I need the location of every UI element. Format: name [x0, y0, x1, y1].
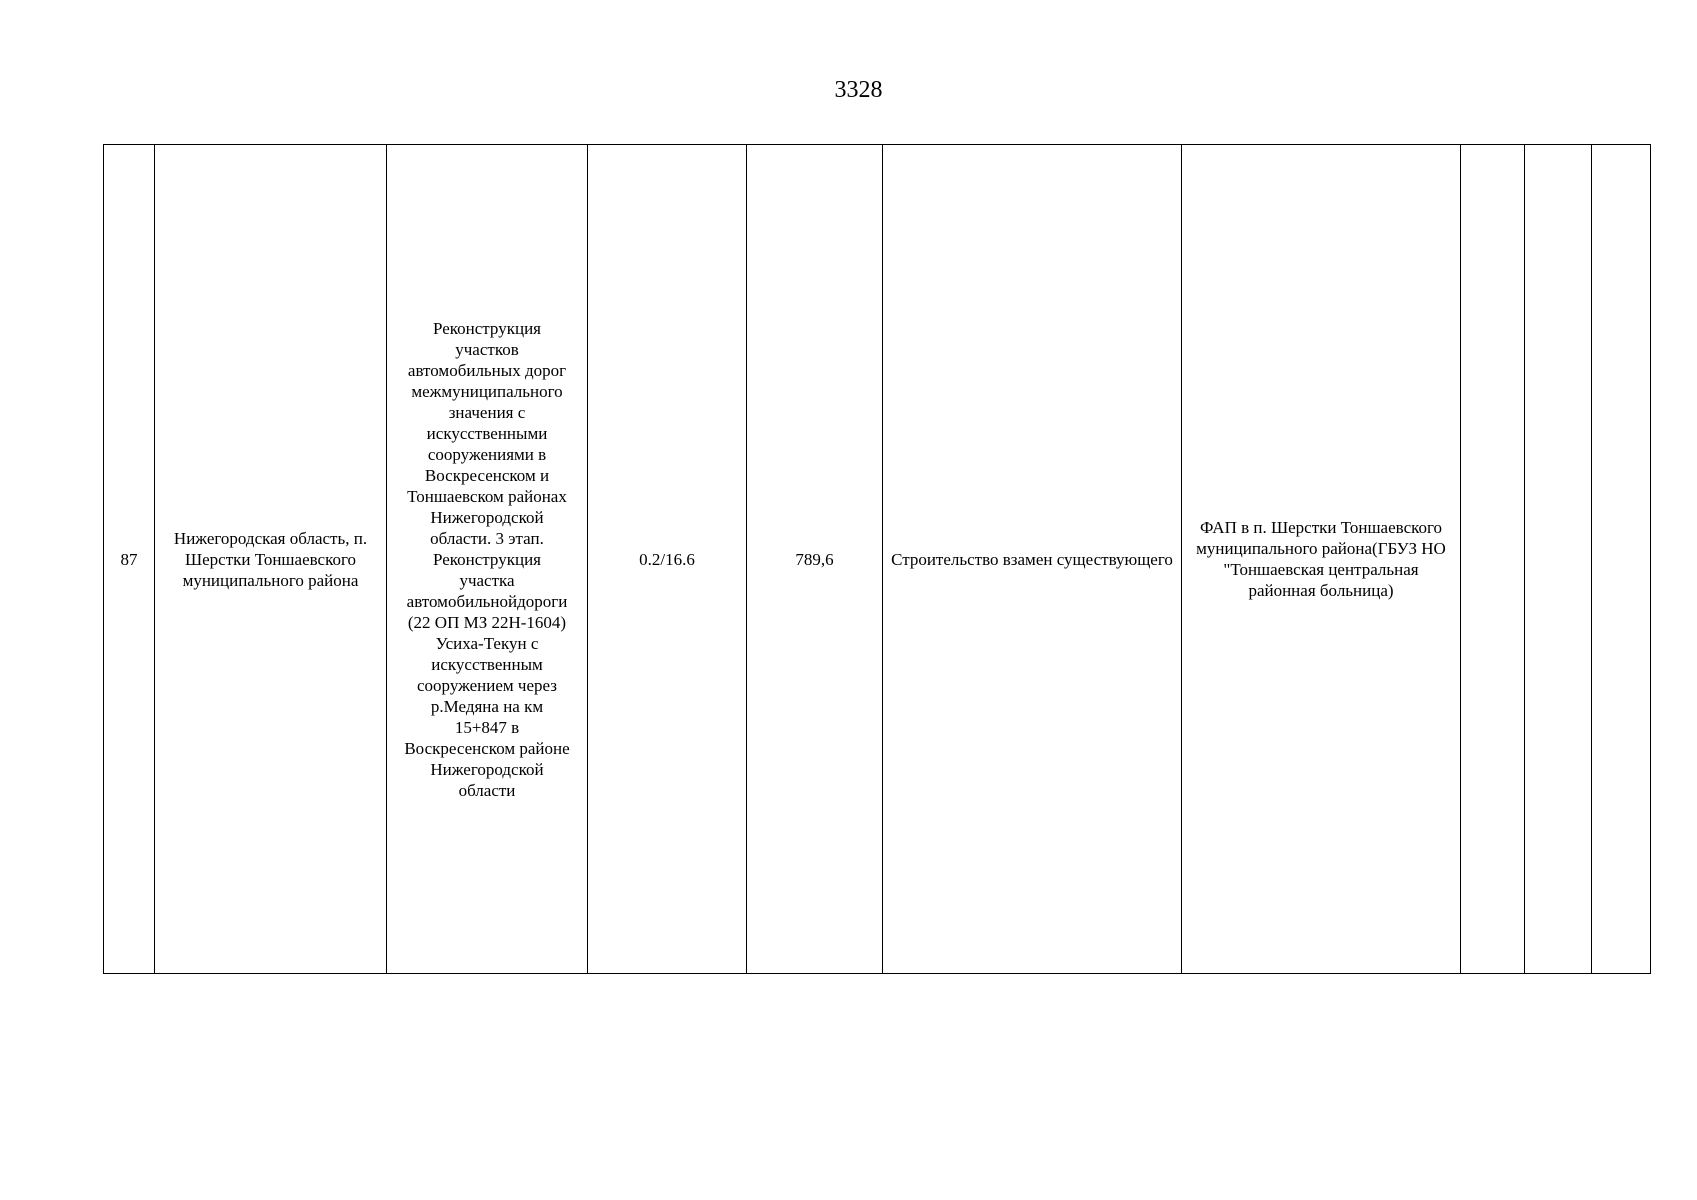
- object-line: искусственным: [431, 654, 543, 674]
- object-line: Реконструкция: [432, 549, 541, 569]
- cell-address: Нижегородская область, п. Шерстки Тоншаевского муниципального района: [155, 145, 387, 974]
- object-line: межмуниципального: [411, 381, 563, 401]
- object-line: сооружениями в: [427, 444, 547, 464]
- object-line: участков: [455, 339, 519, 359]
- cell-row-number: 87: [104, 145, 155, 974]
- object-line: Реконструкция: [432, 318, 541, 338]
- page-number-text: 3328: [834, 77, 883, 103]
- object-line: р.Медяна на км: [430, 696, 544, 716]
- object-line: искусственными: [426, 423, 548, 443]
- object-line: автомобильнойдороги: [406, 591, 568, 611]
- object-line: 15+847 в: [454, 717, 520, 737]
- object-line: области: [458, 780, 516, 800]
- object-line: сооружением через: [417, 675, 557, 695]
- object-line: Нижегородской: [430, 759, 544, 779]
- cell-object: [387, 145, 588, 974]
- object-line: Тоншаевском районах: [407, 486, 567, 506]
- cell-empty-10: [1592, 145, 1651, 974]
- object-line: Усиха-Текун с: [435, 633, 539, 653]
- cell-measure: Строительство взамен существующего: [883, 145, 1182, 974]
- object-line: Воскресенском районе: [404, 738, 570, 758]
- object-line: значения с: [448, 402, 526, 422]
- object-line: Воскресенском и: [424, 465, 550, 485]
- table-row: [104, 145, 1651, 974]
- object-line: области. 3 этап.: [430, 528, 544, 548]
- object-line: (22 ОП МЗ 22Н-1604): [407, 612, 567, 632]
- cell-facility: ФАП в п. Шерстки Тоншаевского муниципального района(ГБУЗ НО "Тоншаевская центральная районная больница): [1182, 145, 1461, 974]
- object-line: участка: [459, 570, 515, 590]
- cell-empty-9: [1525, 145, 1592, 974]
- page-number: [0, 75, 1697, 105]
- object-line: автомобильных дорог: [407, 360, 567, 380]
- cell-value: 789,6: [747, 145, 883, 974]
- cell-empty-8: [1461, 145, 1525, 974]
- object-line: Нижегородской: [430, 507, 544, 527]
- cell-distance: 0.2/16.6: [588, 145, 747, 974]
- data-table: [103, 144, 1651, 974]
